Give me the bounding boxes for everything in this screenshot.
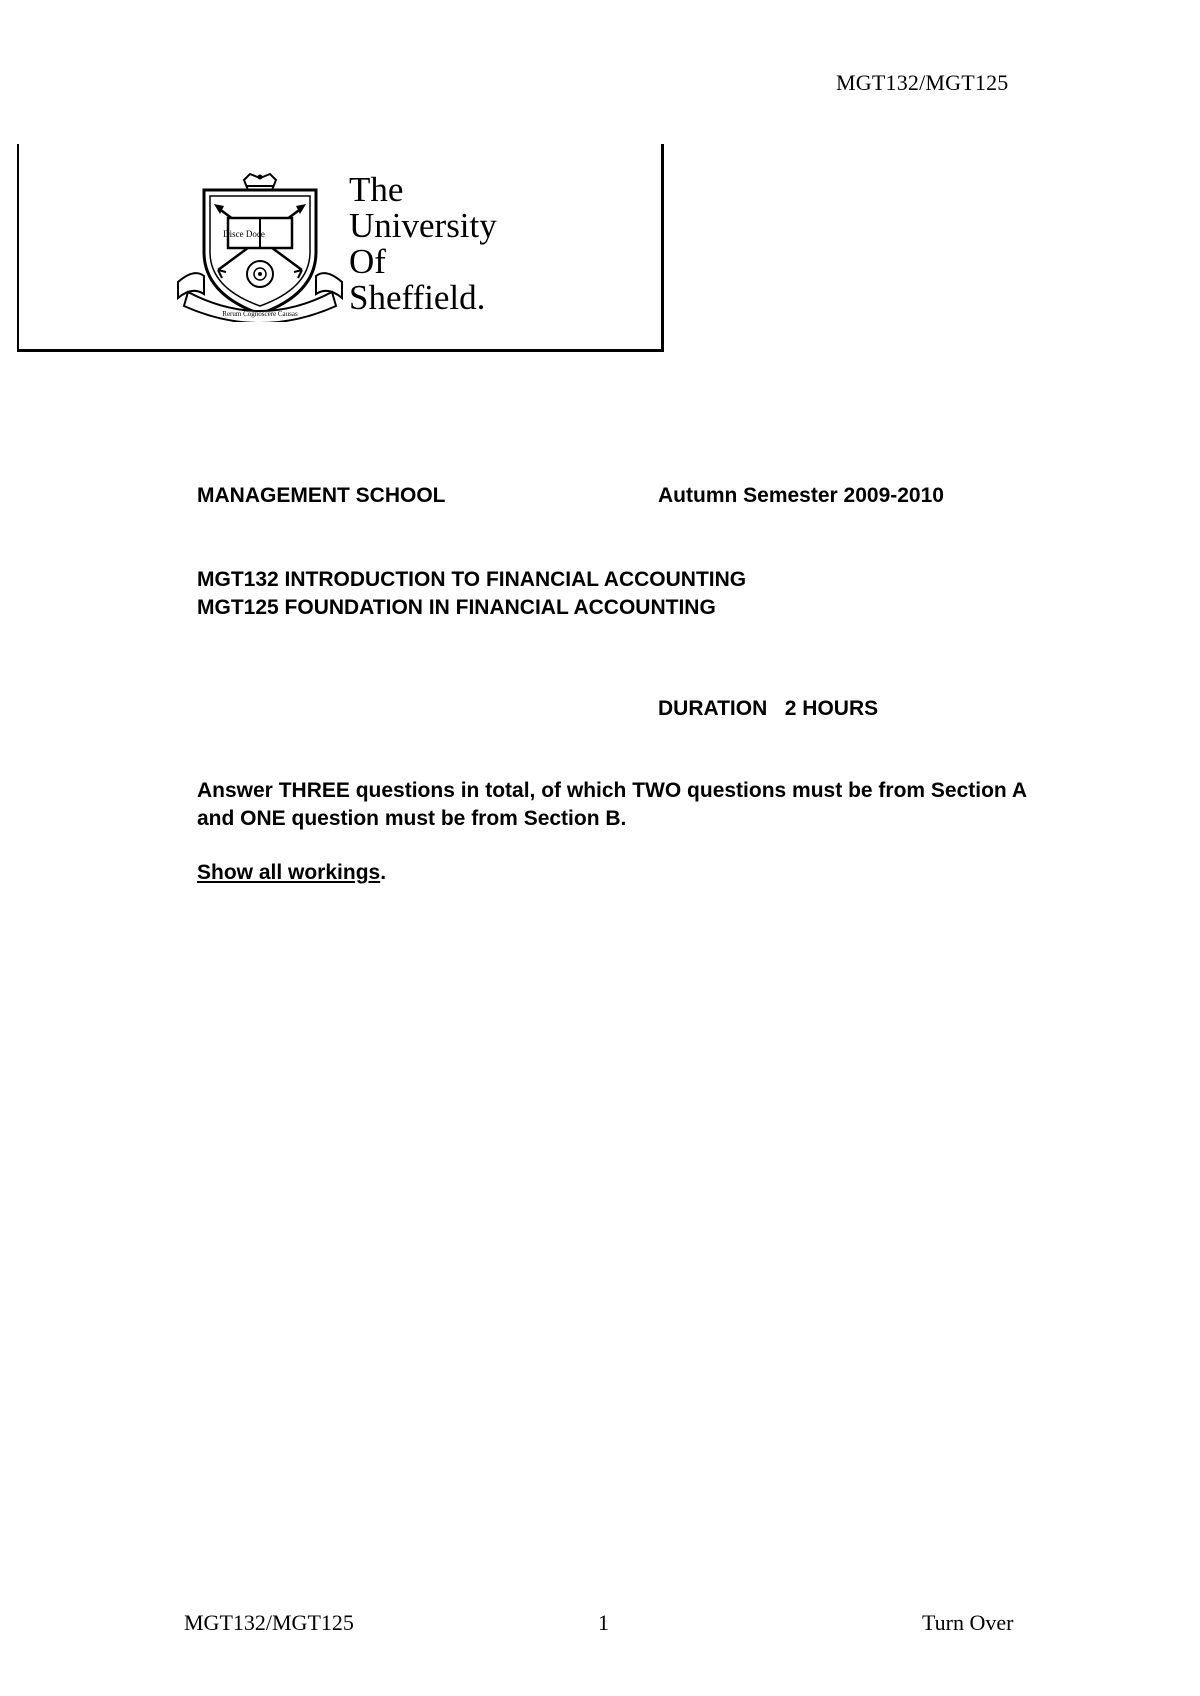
footer-course-code: MGT132/MGT125 xyxy=(184,1610,354,1635)
footer-turn-over: Turn Over xyxy=(922,1610,1014,1635)
university-name xyxy=(349,172,497,316)
workings-note xyxy=(197,861,386,885)
university-name-line: University xyxy=(349,206,497,245)
exam-instructions: Answer THREE questions in total, of which TWO questions must be from Section A and ONE question must be from Section B. xyxy=(197,779,1027,830)
crest-scroll-text: Rerum Cognoscere Causas xyxy=(222,310,298,318)
school-name: MANAGEMENT SCHOOL xyxy=(197,484,446,507)
university-name-line: Sheffield. xyxy=(349,278,486,317)
workings-note-period: . xyxy=(380,861,387,884)
semester: Autumn Semester 2009-2010 xyxy=(658,484,944,507)
university-name-line: The xyxy=(349,170,404,209)
university-logo-box xyxy=(17,144,664,352)
university-crest-icon xyxy=(174,172,346,322)
course-title: MGT125 FOUNDATION IN FINANCIAL ACCOUNTING xyxy=(197,596,716,619)
exam-duration: DURATION 2 HOURS xyxy=(658,697,879,720)
header-course-code: MGT132/MGT125 xyxy=(836,70,1009,95)
university-name-line: Of xyxy=(349,242,386,281)
footer-page-number: 1 xyxy=(598,1610,609,1635)
course-title: MGT132 INTRODUCTION TO FINANCIAL ACCOUNTING xyxy=(197,568,747,591)
workings-note-text: Show all workings xyxy=(197,861,381,884)
crest-motto-text: Disce Doce xyxy=(223,229,265,239)
